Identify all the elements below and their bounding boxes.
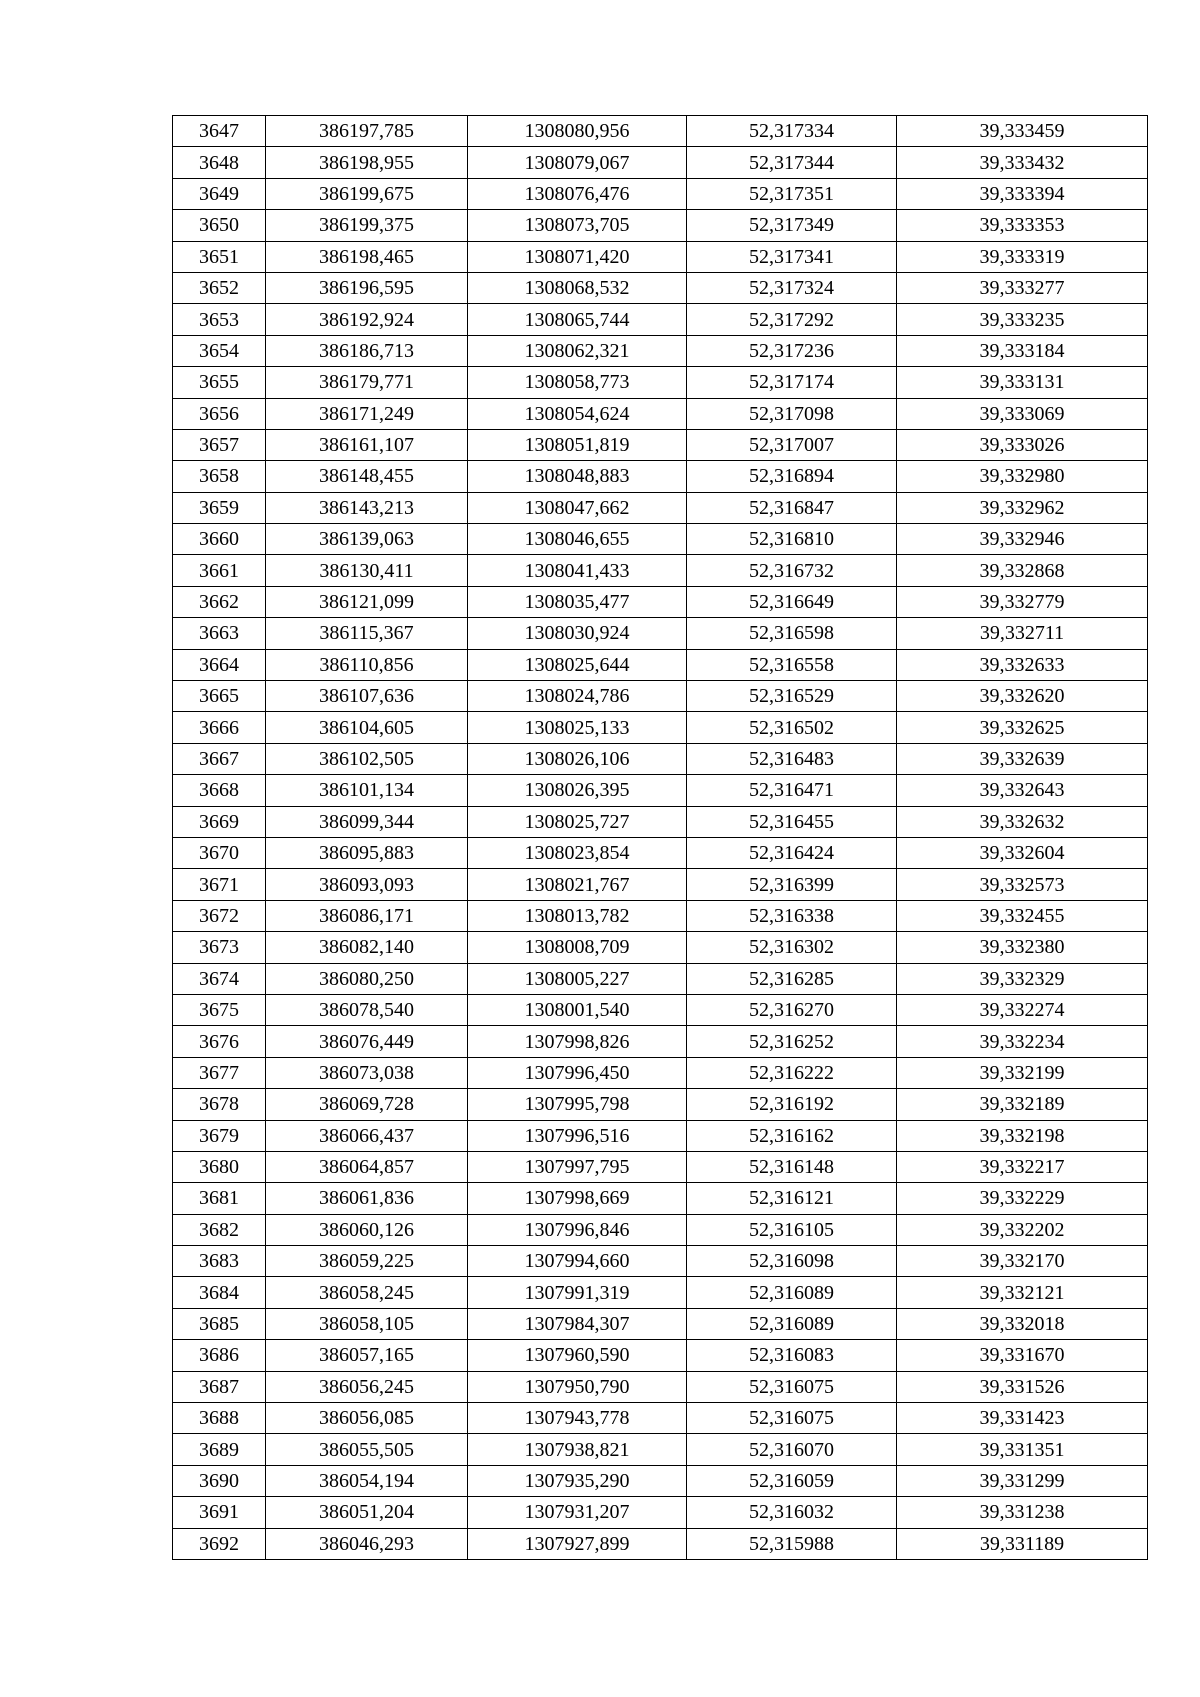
longitude-cell: 39,331423 [897, 1403, 1148, 1434]
longitude-cell: 39,332643 [897, 775, 1148, 806]
latitude-cell: 52,316032 [687, 1497, 897, 1528]
y-coordinate-cell: 1307996,450 [468, 1057, 687, 1088]
y-coordinate-cell: 1308013,782 [468, 900, 687, 931]
table-row [173, 1026, 1148, 1057]
longitude-cell: 39,332121 [897, 1277, 1148, 1308]
table-row [173, 618, 1148, 649]
latitude-cell: 52,316098 [687, 1246, 897, 1277]
x-coordinate-cell: 386080,250 [266, 963, 468, 994]
point-number-cell: 3670 [173, 837, 266, 868]
latitude-cell: 52,316192 [687, 1089, 897, 1120]
latitude-cell: 52,316148 [687, 1151, 897, 1182]
table-row [173, 837, 1148, 868]
longitude-cell: 39,332633 [897, 649, 1148, 680]
x-coordinate-cell: 386059,225 [266, 1246, 468, 1277]
x-coordinate-cell: 386061,836 [266, 1183, 468, 1214]
point-number-cell: 3676 [173, 1026, 266, 1057]
y-coordinate-cell: 1308035,477 [468, 586, 687, 617]
table-row [173, 335, 1148, 366]
point-number-cell: 3665 [173, 681, 266, 712]
y-coordinate-cell: 1308021,767 [468, 869, 687, 900]
longitude-cell: 39,333026 [897, 429, 1148, 460]
longitude-cell: 39,332980 [897, 461, 1148, 492]
y-coordinate-cell: 1307984,307 [468, 1308, 687, 1339]
x-coordinate-cell: 386093,093 [266, 869, 468, 900]
y-coordinate-cell: 1308076,476 [468, 178, 687, 209]
point-number-cell: 3660 [173, 524, 266, 555]
longitude-cell: 39,332711 [897, 618, 1148, 649]
point-number-cell: 3673 [173, 932, 266, 963]
point-number-cell: 3684 [173, 1277, 266, 1308]
x-coordinate-cell: 386056,085 [266, 1403, 468, 1434]
table-row [173, 649, 1148, 680]
x-coordinate-cell: 386101,134 [266, 775, 468, 806]
y-coordinate-cell: 1308068,532 [468, 272, 687, 303]
table-row [173, 1057, 1148, 1088]
point-number-cell: 3687 [173, 1371, 266, 1402]
y-coordinate-cell: 1307960,590 [468, 1340, 687, 1371]
latitude-cell: 52,317349 [687, 210, 897, 241]
table-row [173, 524, 1148, 555]
table-row [173, 1183, 1148, 1214]
longitude-cell: 39,333319 [897, 241, 1148, 272]
table-row [173, 1214, 1148, 1245]
y-coordinate-cell: 1308026,395 [468, 775, 687, 806]
y-coordinate-cell: 1308023,854 [468, 837, 687, 868]
longitude-cell: 39,333277 [897, 272, 1148, 303]
table-row [173, 1465, 1148, 1496]
table-row [173, 1151, 1148, 1182]
x-coordinate-cell: 386051,204 [266, 1497, 468, 1528]
y-coordinate-cell: 1308073,705 [468, 210, 687, 241]
table-row [173, 1497, 1148, 1528]
latitude-cell: 52,317174 [687, 367, 897, 398]
point-number-cell: 3649 [173, 178, 266, 209]
y-coordinate-cell: 1307935,290 [468, 1465, 687, 1496]
point-number-cell: 3661 [173, 555, 266, 586]
latitude-cell: 52,317341 [687, 241, 897, 272]
x-coordinate-cell: 386095,883 [266, 837, 468, 868]
point-number-cell: 3655 [173, 367, 266, 398]
longitude-cell: 39,331351 [897, 1434, 1148, 1465]
point-number-cell: 3685 [173, 1308, 266, 1339]
x-coordinate-cell: 386046,293 [266, 1528, 468, 1559]
table-row [173, 210, 1148, 241]
point-number-cell: 3653 [173, 304, 266, 335]
latitude-cell: 52,316471 [687, 775, 897, 806]
y-coordinate-cell: 1307943,778 [468, 1403, 687, 1434]
x-coordinate-cell: 386192,924 [266, 304, 468, 335]
latitude-cell: 52,316089 [687, 1308, 897, 1339]
latitude-cell: 52,316598 [687, 618, 897, 649]
y-coordinate-cell: 1307927,899 [468, 1528, 687, 1559]
point-number-cell: 3667 [173, 743, 266, 774]
latitude-cell: 52,316424 [687, 837, 897, 868]
longitude-cell: 39,332632 [897, 806, 1148, 837]
table-row [173, 1246, 1148, 1277]
latitude-cell: 52,317292 [687, 304, 897, 335]
table-row [173, 367, 1148, 398]
longitude-cell: 39,331299 [897, 1465, 1148, 1496]
latitude-cell: 52,315988 [687, 1528, 897, 1559]
latitude-cell: 52,316059 [687, 1465, 897, 1496]
y-coordinate-cell: 1307931,207 [468, 1497, 687, 1528]
point-number-cell: 3654 [173, 335, 266, 366]
x-coordinate-cell: 386082,140 [266, 932, 468, 963]
latitude-cell: 52,316121 [687, 1183, 897, 1214]
latitude-cell: 52,316649 [687, 586, 897, 617]
x-coordinate-cell: 386086,171 [266, 900, 468, 931]
y-coordinate-cell: 1308062,321 [468, 335, 687, 366]
table-row [173, 178, 1148, 209]
table-row [173, 963, 1148, 994]
y-coordinate-cell: 1307995,798 [468, 1089, 687, 1120]
y-coordinate-cell: 1308001,540 [468, 994, 687, 1025]
x-coordinate-cell: 386121,099 [266, 586, 468, 617]
table-row [173, 1371, 1148, 1402]
table-row [173, 1403, 1148, 1434]
y-coordinate-cell: 1308047,662 [468, 492, 687, 523]
table-row [173, 461, 1148, 492]
table-row [173, 994, 1148, 1025]
latitude-cell: 52,316529 [687, 681, 897, 712]
latitude-cell: 52,317098 [687, 398, 897, 429]
latitude-cell: 52,316222 [687, 1057, 897, 1088]
table-row [173, 1277, 1148, 1308]
longitude-cell: 39,333131 [897, 367, 1148, 398]
point-number-cell: 3677 [173, 1057, 266, 1088]
y-coordinate-cell: 1308025,133 [468, 712, 687, 743]
longitude-cell: 39,332198 [897, 1120, 1148, 1151]
y-coordinate-cell: 1308030,924 [468, 618, 687, 649]
latitude-cell: 52,316399 [687, 869, 897, 900]
table-row [173, 398, 1148, 429]
point-number-cell: 3692 [173, 1528, 266, 1559]
x-coordinate-cell: 386073,038 [266, 1057, 468, 1088]
longitude-cell: 39,333353 [897, 210, 1148, 241]
point-number-cell: 3683 [173, 1246, 266, 1277]
longitude-cell: 39,332170 [897, 1246, 1148, 1277]
x-coordinate-cell: 386110,856 [266, 649, 468, 680]
longitude-cell: 39,332018 [897, 1308, 1148, 1339]
longitude-cell: 39,331189 [897, 1528, 1148, 1559]
longitude-cell: 39,332274 [897, 994, 1148, 1025]
point-number-cell: 3647 [173, 116, 266, 147]
x-coordinate-cell: 386064,857 [266, 1151, 468, 1182]
latitude-cell: 52,317344 [687, 147, 897, 178]
x-coordinate-cell: 386171,249 [266, 398, 468, 429]
latitude-cell: 52,316162 [687, 1120, 897, 1151]
longitude-cell: 39,332573 [897, 869, 1148, 900]
point-number-cell: 3690 [173, 1465, 266, 1496]
x-coordinate-cell: 386143,213 [266, 492, 468, 523]
y-coordinate-cell: 1308048,883 [468, 461, 687, 492]
longitude-cell: 39,333235 [897, 304, 1148, 335]
longitude-cell: 39,332625 [897, 712, 1148, 743]
y-coordinate-cell: 1308058,773 [468, 367, 687, 398]
point-number-cell: 3668 [173, 775, 266, 806]
y-coordinate-cell: 1308080,956 [468, 116, 687, 147]
point-number-cell: 3675 [173, 994, 266, 1025]
point-number-cell: 3658 [173, 461, 266, 492]
y-coordinate-cell: 1307996,516 [468, 1120, 687, 1151]
y-coordinate-cell: 1308065,744 [468, 304, 687, 335]
longitude-cell: 39,332329 [897, 963, 1148, 994]
longitude-cell: 39,332455 [897, 900, 1148, 931]
latitude-cell: 52,316338 [687, 900, 897, 931]
point-number-cell: 3666 [173, 712, 266, 743]
longitude-cell: 39,333459 [897, 116, 1148, 147]
latitude-cell: 52,316075 [687, 1403, 897, 1434]
x-coordinate-cell: 386078,540 [266, 994, 468, 1025]
table-row [173, 1120, 1148, 1151]
x-coordinate-cell: 386069,728 [266, 1089, 468, 1120]
table-row [173, 429, 1148, 460]
x-coordinate-cell: 386054,194 [266, 1465, 468, 1496]
latitude-cell: 52,317334 [687, 116, 897, 147]
y-coordinate-cell: 1307998,669 [468, 1183, 687, 1214]
point-number-cell: 3662 [173, 586, 266, 617]
table-row [173, 681, 1148, 712]
y-coordinate-cell: 1308008,709 [468, 932, 687, 963]
point-number-cell: 3657 [173, 429, 266, 460]
x-coordinate-cell: 386060,126 [266, 1214, 468, 1245]
latitude-cell: 52,316483 [687, 743, 897, 774]
point-number-cell: 3656 [173, 398, 266, 429]
longitude-cell: 39,332962 [897, 492, 1148, 523]
longitude-cell: 39,332946 [897, 524, 1148, 555]
point-number-cell: 3651 [173, 241, 266, 272]
latitude-cell: 52,317236 [687, 335, 897, 366]
x-coordinate-cell: 386057,165 [266, 1340, 468, 1371]
x-coordinate-cell: 386186,713 [266, 335, 468, 366]
table-row [173, 806, 1148, 837]
y-coordinate-cell: 1308041,433 [468, 555, 687, 586]
longitude-cell: 39,333432 [897, 147, 1148, 178]
point-number-cell: 3669 [173, 806, 266, 837]
x-coordinate-cell: 386198,955 [266, 147, 468, 178]
x-coordinate-cell: 386066,437 [266, 1120, 468, 1151]
x-coordinate-cell: 386055,505 [266, 1434, 468, 1465]
table-row [173, 1308, 1148, 1339]
table-row [173, 1528, 1148, 1559]
longitude-cell: 39,331670 [897, 1340, 1148, 1371]
point-number-cell: 3648 [173, 147, 266, 178]
latitude-cell: 52,316285 [687, 963, 897, 994]
point-number-cell: 3691 [173, 1497, 266, 1528]
latitude-cell: 52,316252 [687, 1026, 897, 1057]
x-coordinate-cell: 386198,465 [266, 241, 468, 272]
x-coordinate-cell: 386058,105 [266, 1308, 468, 1339]
longitude-cell: 39,333069 [897, 398, 1148, 429]
table-row [173, 241, 1148, 272]
y-coordinate-cell: 1308026,106 [468, 743, 687, 774]
y-coordinate-cell: 1307938,821 [468, 1434, 687, 1465]
point-number-cell: 3664 [173, 649, 266, 680]
y-coordinate-cell: 1307997,795 [468, 1151, 687, 1182]
y-coordinate-cell: 1307991,319 [468, 1277, 687, 1308]
y-coordinate-cell: 1308079,067 [468, 147, 687, 178]
x-coordinate-cell: 386107,636 [266, 681, 468, 712]
longitude-cell: 39,332217 [897, 1151, 1148, 1182]
x-coordinate-cell: 386199,675 [266, 178, 468, 209]
x-coordinate-cell: 386197,785 [266, 116, 468, 147]
point-number-cell: 3672 [173, 900, 266, 931]
x-coordinate-cell: 386115,367 [266, 618, 468, 649]
latitude-cell: 52,316502 [687, 712, 897, 743]
y-coordinate-cell: 1308025,727 [468, 806, 687, 837]
table-row [173, 116, 1148, 147]
longitude-cell: 39,332189 [897, 1089, 1148, 1120]
y-coordinate-cell: 1307996,846 [468, 1214, 687, 1245]
y-coordinate-cell: 1308046,655 [468, 524, 687, 555]
latitude-cell: 52,317007 [687, 429, 897, 460]
x-coordinate-cell: 386056,245 [266, 1371, 468, 1402]
longitude-cell: 39,331238 [897, 1497, 1148, 1528]
longitude-cell: 39,332779 [897, 586, 1148, 617]
point-number-cell: 3686 [173, 1340, 266, 1371]
table-row [173, 869, 1148, 900]
latitude-cell: 52,316270 [687, 994, 897, 1025]
latitude-cell: 52,316810 [687, 524, 897, 555]
latitude-cell: 52,316089 [687, 1277, 897, 1308]
table-row [173, 147, 1148, 178]
table-row [173, 712, 1148, 743]
x-coordinate-cell: 386148,455 [266, 461, 468, 492]
point-number-cell: 3674 [173, 963, 266, 994]
longitude-cell: 39,332868 [897, 555, 1148, 586]
x-coordinate-cell: 386058,245 [266, 1277, 468, 1308]
longitude-cell: 39,332620 [897, 681, 1148, 712]
table-row [173, 900, 1148, 931]
coordinate-table [172, 115, 1148, 1560]
table-row [173, 743, 1148, 774]
y-coordinate-cell: 1307998,826 [468, 1026, 687, 1057]
table-row [173, 1434, 1148, 1465]
x-coordinate-cell: 386161,107 [266, 429, 468, 460]
coordinate-table-body [173, 116, 1148, 1560]
table-row [173, 586, 1148, 617]
table-row [173, 1340, 1148, 1371]
point-number-cell: 3663 [173, 618, 266, 649]
latitude-cell: 52,316075 [687, 1371, 897, 1402]
y-coordinate-cell: 1308051,819 [468, 429, 687, 460]
longitude-cell: 39,333184 [897, 335, 1148, 366]
latitude-cell: 52,317324 [687, 272, 897, 303]
latitude-cell: 52,316105 [687, 1214, 897, 1245]
point-number-cell: 3682 [173, 1214, 266, 1245]
longitude-cell: 39,332229 [897, 1183, 1148, 1214]
table-row [173, 492, 1148, 523]
x-coordinate-cell: 386102,505 [266, 743, 468, 774]
point-number-cell: 3671 [173, 869, 266, 900]
x-coordinate-cell: 386076,449 [266, 1026, 468, 1057]
y-coordinate-cell: 1308024,786 [468, 681, 687, 712]
y-coordinate-cell: 1308005,227 [468, 963, 687, 994]
point-number-cell: 3678 [173, 1089, 266, 1120]
point-number-cell: 3688 [173, 1403, 266, 1434]
latitude-cell: 52,316083 [687, 1340, 897, 1371]
table-row [173, 932, 1148, 963]
latitude-cell: 52,316455 [687, 806, 897, 837]
point-number-cell: 3650 [173, 210, 266, 241]
table-row [173, 555, 1148, 586]
latitude-cell: 52,316558 [687, 649, 897, 680]
latitude-cell: 52,316894 [687, 461, 897, 492]
longitude-cell: 39,332604 [897, 837, 1148, 868]
x-coordinate-cell: 386179,771 [266, 367, 468, 398]
x-coordinate-cell: 386130,411 [266, 555, 468, 586]
table-row [173, 1089, 1148, 1120]
latitude-cell: 52,316847 [687, 492, 897, 523]
latitude-cell: 52,317351 [687, 178, 897, 209]
point-number-cell: 3659 [173, 492, 266, 523]
point-number-cell: 3652 [173, 272, 266, 303]
longitude-cell: 39,333394 [897, 178, 1148, 209]
longitude-cell: 39,331526 [897, 1371, 1148, 1402]
x-coordinate-cell: 386104,605 [266, 712, 468, 743]
longitude-cell: 39,332199 [897, 1057, 1148, 1088]
table-row [173, 304, 1148, 335]
latitude-cell: 52,316732 [687, 555, 897, 586]
longitude-cell: 39,332380 [897, 932, 1148, 963]
x-coordinate-cell: 386199,375 [266, 210, 468, 241]
y-coordinate-cell: 1308025,644 [468, 649, 687, 680]
table-row [173, 272, 1148, 303]
y-coordinate-cell: 1308054,624 [468, 398, 687, 429]
latitude-cell: 52,316302 [687, 932, 897, 963]
point-number-cell: 3689 [173, 1434, 266, 1465]
point-number-cell: 3679 [173, 1120, 266, 1151]
point-number-cell: 3681 [173, 1183, 266, 1214]
y-coordinate-cell: 1307994,660 [468, 1246, 687, 1277]
longitude-cell: 39,332202 [897, 1214, 1148, 1245]
longitude-cell: 39,332639 [897, 743, 1148, 774]
x-coordinate-cell: 386099,344 [266, 806, 468, 837]
y-coordinate-cell: 1308071,420 [468, 241, 687, 272]
latitude-cell: 52,316070 [687, 1434, 897, 1465]
x-coordinate-cell: 386196,595 [266, 272, 468, 303]
longitude-cell: 39,332234 [897, 1026, 1148, 1057]
x-coordinate-cell: 386139,063 [266, 524, 468, 555]
point-number-cell: 3680 [173, 1151, 266, 1182]
y-coordinate-cell: 1307950,790 [468, 1371, 687, 1402]
table-row [173, 775, 1148, 806]
